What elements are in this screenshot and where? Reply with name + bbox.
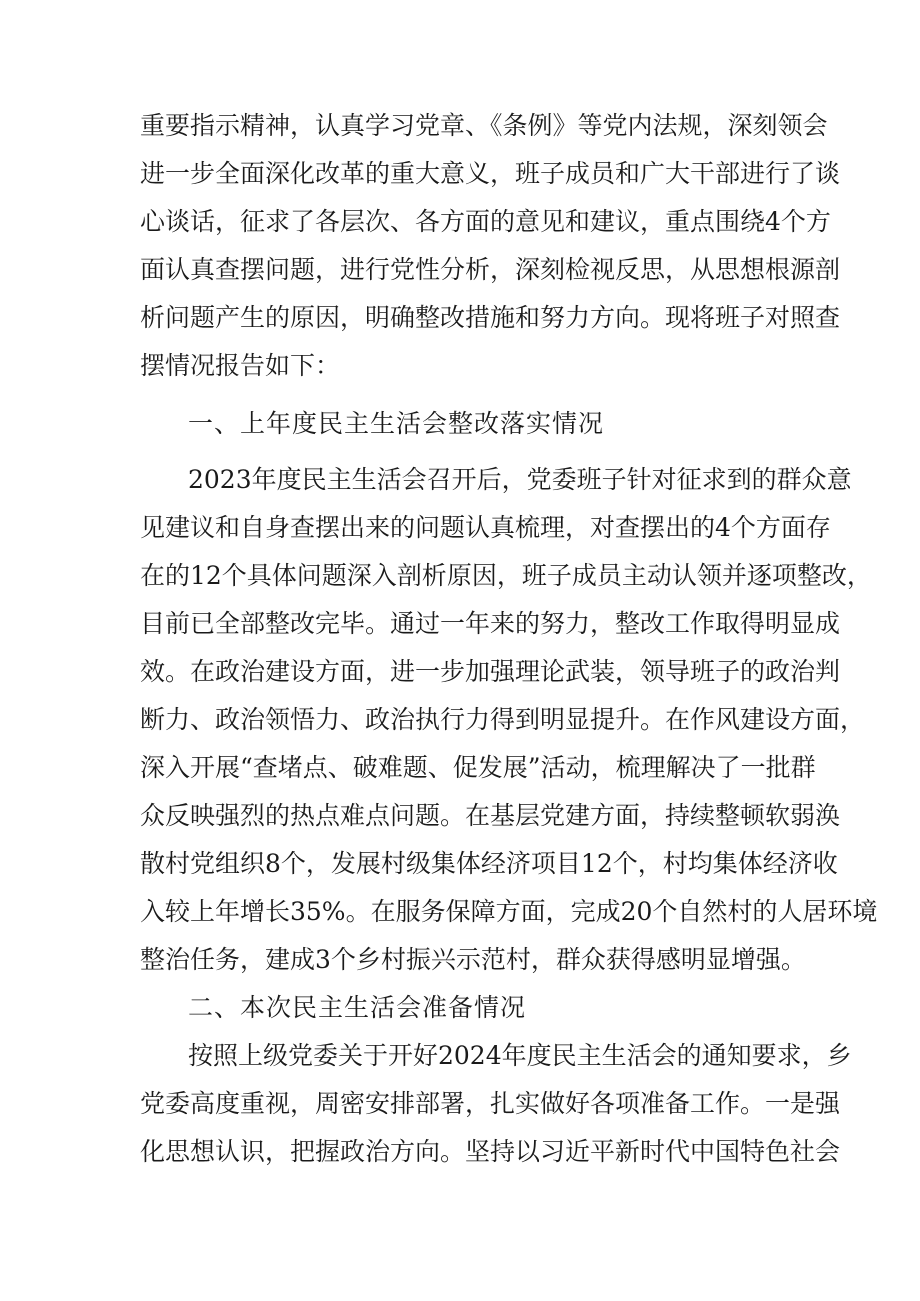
section1-line: 断力、政治领悟力、政治执行力得到明显提升。在作风建设方面，: [140, 705, 866, 734]
section1-line: 效。在政治建设方面，进一步加强理论武装，领导班子的政治判: [140, 657, 841, 686]
section-heading-1: 一、上年度民主生活会整改落实情况: [188, 409, 605, 438]
section2-line: 化思想认识，把握政治方向。坚持以习近平新时代中国特色社会: [140, 1137, 841, 1166]
section1-line: 2023年度民主生活会召开后，党委班子针对征求到的群众意: [188, 465, 852, 494]
section1-line: 整治任务，建成3个乡村振兴示范村，群众获得感明显增强。: [140, 945, 806, 974]
section1-line: 众反映强烈的热点难点问题。在基层党建方面，持续整顿软弱涣: [140, 801, 841, 830]
section1-line: 目前已全部整改完毕。通过一年来的努力，整改工作取得明显成: [140, 609, 841, 638]
intro-line: 重要指示精神，认真学习党章、《条例》等党内法规，深刻领会: [140, 111, 828, 140]
section1-line: 散村党组织8个，发展村级集体经济项目12个，村均集体经济收: [140, 849, 838, 878]
section2-line: 按照上级党委关于开好2024年度民主生活会的通知要求，乡: [188, 1041, 852, 1070]
intro-line: 摆情况报告如下：: [140, 351, 341, 380]
section-heading-2: 二、本次民主生活会准备情况: [188, 993, 527, 1022]
intro-line: 进一步全面深化改革的重大意义，班子成员和广大干部进行了谈: [140, 159, 841, 188]
section1-line: 在的12个具体问题深入剖析原因，班子成员主动认领并逐项整改，: [140, 561, 872, 590]
section1-line: 入较上年增长35%。在服务保障方面，完成20个自然村的人居环境: [140, 897, 878, 926]
intro-line: 面认真查摆问题，进行党性分析，深刻检视反思，从思想根源剖: [140, 255, 841, 284]
section1-line: 见建议和自身查摆出来的问题认真梳理，对查摆出的4个方面存: [140, 513, 831, 542]
intro-line: 析问题产生的原因，明确整改措施和努力方向。现将班子对照查: [140, 303, 841, 332]
section2-line: 党委高度重视，周密安排部署，扎实做好各项准备工作。一是强: [140, 1089, 841, 1118]
section1-line: 深入开展“查堵点、破难题、促发展”活动，梳理解决了一批群: [140, 753, 816, 782]
intro-line: 心谈话，征求了各层次、各方面的意见和建议，重点围绕4个方: [140, 207, 831, 236]
